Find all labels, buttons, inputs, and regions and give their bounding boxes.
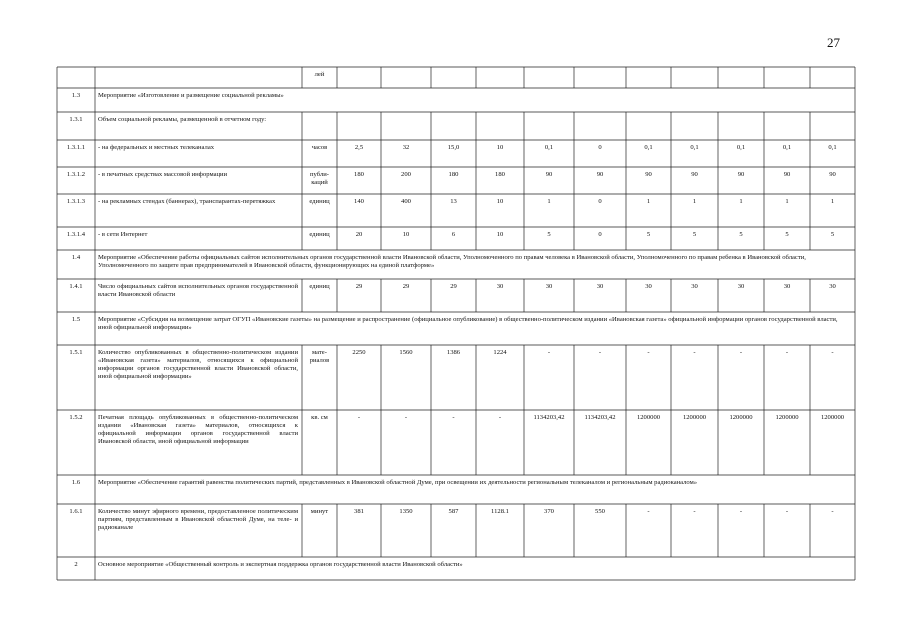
indicator-name: Объем социальной рекламы, размещенной в отчетном году:	[98, 116, 267, 123]
indicator-name: Печатная площадь опубликованных в общественно-политическом издании «Ивановская газета» материалов, относящихся к официальной информации органов государственной власти Ивановской области, иной официальной информации	[98, 414, 298, 446]
unit-cell: кв. см	[311, 414, 328, 421]
row-number: 1.3.1.2	[66, 171, 86, 178]
value-cell: 20	[355, 231, 363, 238]
value-cell: 1350	[399, 508, 413, 515]
value-cell: 180	[495, 171, 505, 178]
value-cell: 15,0	[447, 144, 460, 151]
value-cell: 2250	[352, 349, 366, 356]
value-cell: -	[647, 349, 650, 356]
value-cell: 30	[645, 283, 652, 290]
row-number: 1.3	[71, 92, 81, 99]
value-cell: 1	[785, 198, 789, 205]
value-cell: 90	[691, 171, 698, 178]
value-cell: 370	[544, 508, 554, 515]
unit-cell: публи-каций	[310, 171, 329, 187]
value-cell: 140	[354, 198, 364, 205]
row-number: 1.6	[71, 479, 81, 486]
value-cell: 1	[739, 198, 743, 205]
unit-cell: лей	[314, 71, 325, 78]
value-cell: -	[404, 414, 408, 421]
value-cell: 0,1	[736, 144, 746, 151]
row-number: 1.3.1.1	[66, 144, 86, 151]
row-number: 1.4.1	[69, 283, 83, 290]
value-cell: 1224	[493, 349, 507, 356]
indicator-name: Число официальных сайтов исполнительных органов государственной власти Ивановской области	[98, 283, 298, 299]
value-cell: 29	[402, 283, 410, 290]
value-cell: -	[785, 508, 789, 515]
unit-cell: единиц	[309, 198, 330, 205]
value-cell: 1200000	[636, 414, 661, 421]
value-cell: 200	[401, 171, 411, 178]
row-number: 1.6.1	[69, 508, 83, 515]
section-row-text: Мероприятие «Изготовление и размещение социальной рекламы»	[98, 92, 284, 99]
section-row-text: Мероприятие «Обеспечение работы официальных сайтов исполнительных органов государственной власти Ивановской области, Уполномоченного по правам человека в Ивановской области, Уполномоченного по правам ребенка в Ивановской области, Уполномоченного по защите прав предпринимателей в Ивановской области, функционирующих на единой платформе»	[98, 254, 806, 270]
page-number: 27	[827, 35, 840, 50]
value-cell: 0	[598, 231, 602, 238]
value-cell: 1200000	[682, 414, 707, 421]
value-cell: 90	[829, 171, 836, 178]
row-number: 1.3.1.4	[66, 231, 86, 238]
value-cell: 5	[547, 231, 551, 238]
value-cell: 180	[448, 171, 459, 178]
value-cell: 0	[598, 144, 602, 151]
value-cell: 1200000	[775, 414, 799, 421]
value-cell: 1200000	[820, 414, 845, 421]
value-cell: 13	[450, 198, 457, 205]
value-cell: 5	[692, 231, 697, 238]
value-cell: 1	[830, 198, 835, 205]
value-cell: 10	[496, 231, 504, 238]
value-cell: 10	[402, 231, 410, 238]
value-cell: 1	[692, 198, 697, 205]
value-cell: -	[831, 349, 834, 356]
row-number: 2	[74, 561, 78, 568]
value-cell: 5	[739, 231, 743, 238]
value-cell: 1	[547, 198, 551, 205]
value-cell: 30	[783, 283, 791, 290]
value-cell: -	[785, 349, 789, 356]
value-cell: 0,1	[644, 144, 653, 151]
value-cell: -	[739, 508, 743, 515]
value-cell: 0,1	[544, 144, 554, 151]
value-cell: 30	[829, 283, 836, 290]
unit-cell: единиц	[309, 231, 330, 238]
value-cell: 550	[595, 508, 605, 515]
value-cell: -	[693, 349, 696, 356]
value-cell: 1200000	[729, 414, 753, 421]
value-cell: -	[693, 508, 696, 515]
value-cell: -	[452, 414, 455, 421]
value-cell: 0,1	[828, 144, 837, 151]
value-cell: 90	[737, 171, 745, 178]
row-number: 1.3.1	[69, 116, 83, 123]
value-cell: 1560	[399, 349, 413, 356]
value-cell: -	[598, 349, 602, 356]
value-cell: 30	[545, 283, 553, 290]
row-number: 1.5.2	[69, 414, 83, 421]
value-cell: 1134203,42	[584, 414, 616, 421]
value-cell: -	[739, 349, 743, 356]
indicator-name: Количество опубликованных в общественно-политическом издании «Ивановская газета» материалов, относящихся к официальной информации органов государственной власти Ивановской области, иной официальной информации»	[98, 349, 298, 381]
value-cell: 1	[646, 198, 651, 205]
value-cell: 180	[354, 171, 364, 178]
section-row-text: Мероприятие «Субсидия на возмещение затрат ОГУП «Ивановские газеты» на размещение и распространение (официальное опубликование) в общественно-политическом издании «Ивановская газета» официальной информации органов государственной власти, иной официальной информации»	[98, 316, 838, 332]
value-cell: 5	[646, 231, 651, 238]
unit-cell: мате-риалов	[309, 349, 330, 365]
indicator-name: - на федеральных и местных телеканалах	[98, 144, 215, 151]
value-cell: 0,1	[782, 144, 792, 151]
value-cell: 90	[596, 171, 604, 178]
value-cell: 29	[355, 283, 363, 290]
value-cell: -	[547, 349, 551, 356]
value-cell: 5	[830, 231, 835, 238]
value-cell: 1128.1	[491, 508, 509, 515]
value-cell: 0,1	[690, 144, 699, 151]
indicator-name: Количество минут эфирного времени, предоставленное политическим партиям, представленным в Ивановской областной Думе, на теле- и радиоканале	[98, 508, 298, 532]
section-row-text: Мероприятие «Обеспечение гарантий равенства политических партий, представленных в Ивановской областной Думе, при освещении их деятельности региональным телеканалом и региональным радиоканалом»	[98, 479, 698, 486]
value-cell: 30	[737, 283, 745, 290]
indicator-name: - в печатных средствах массовой информации	[98, 171, 228, 178]
value-cell: 1134203,42	[533, 414, 565, 421]
value-cell: 30	[596, 283, 604, 290]
value-cell: 587	[448, 508, 459, 515]
value-cell: 29	[450, 283, 457, 290]
value-cell: 90	[545, 171, 553, 178]
value-cell: 30	[691, 283, 698, 290]
value-cell: -	[647, 508, 650, 515]
unit-cell: минут	[310, 508, 329, 515]
unit-cell: единиц	[309, 283, 330, 290]
indicator-name: - на рекламных стендах (баннерах), транспарантах-перетяжках	[98, 198, 276, 205]
value-cell: 400	[401, 198, 411, 205]
row-number: 1.4	[71, 254, 81, 261]
unit-cell: часов	[311, 144, 328, 151]
value-cell: 6	[451, 231, 456, 238]
value-cell: 10	[496, 144, 504, 151]
value-cell: -	[831, 508, 834, 515]
row-number: 1.3.1.3	[66, 198, 86, 205]
row-number: 1.5	[71, 316, 81, 323]
value-cell: 381	[354, 508, 364, 515]
value-cell: -	[498, 414, 502, 421]
value-cell: 0	[598, 198, 602, 205]
section-row-text: Основное мероприятие «Общественный контроль и экспертная поддержка органов государственной власти Ивановской области»	[98, 561, 463, 568]
value-cell: 10	[496, 198, 504, 205]
value-cell: 1386	[446, 349, 461, 356]
value-cell: 32	[402, 144, 410, 151]
value-cell: 30	[496, 283, 504, 290]
row-number: 1.5.1	[69, 349, 83, 356]
value-cell: 5	[785, 231, 789, 238]
indicator-name: - в сети Интернет	[98, 231, 148, 238]
value-cell: 90	[783, 171, 791, 178]
value-cell: 90	[645, 171, 652, 178]
value-cell: 2,5	[354, 144, 364, 151]
value-cell: -	[357, 414, 361, 421]
